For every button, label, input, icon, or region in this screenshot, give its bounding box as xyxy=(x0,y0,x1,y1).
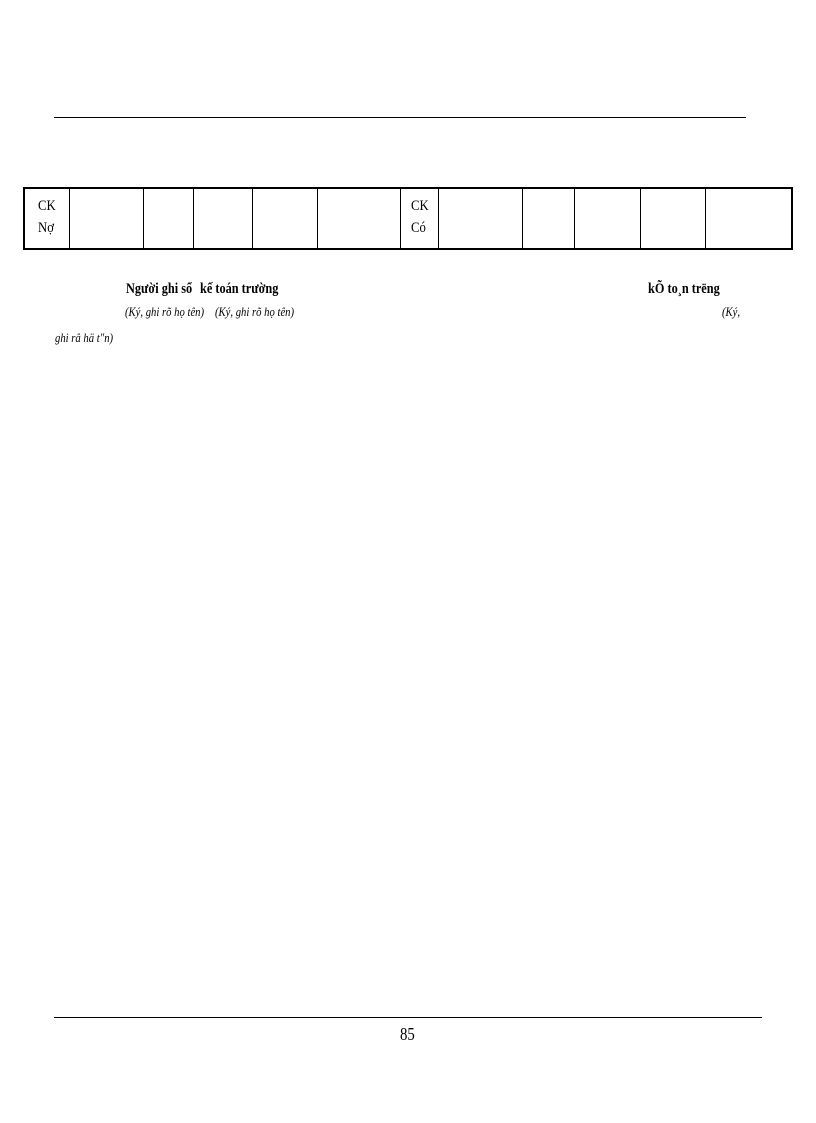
column-divider xyxy=(574,189,575,248)
page-number: 85 xyxy=(400,1024,415,1044)
footer-rule xyxy=(54,1017,762,1018)
debit-label-line2: Nợ xyxy=(38,220,54,236)
column-divider xyxy=(438,189,439,248)
credit-label-line2: Có xyxy=(411,220,426,236)
signature-note-bookkeeper: (Ký, ghi rõ họ tên) xyxy=(125,304,205,319)
column-divider xyxy=(69,189,70,248)
debit-label xyxy=(38,195,56,239)
signature-title-school-accountant: kế toán trường xyxy=(200,281,279,297)
signature-note-chief-accountant-part2: ghi râ hä t"n) xyxy=(55,330,114,345)
top-rule xyxy=(54,117,746,118)
signature-title-chief-accountant: kÕ to¸n trëng xyxy=(648,281,720,297)
column-divider xyxy=(317,189,318,248)
signature-note-school-accountant: (Ký, ghi rõ họ tên) xyxy=(215,304,295,319)
column-divider xyxy=(193,189,194,248)
column-divider xyxy=(705,189,706,248)
column-divider xyxy=(522,189,523,248)
column-divider xyxy=(640,189,641,248)
credit-label xyxy=(411,195,429,239)
ledger-closing-balance-table xyxy=(23,187,793,250)
credit-label-line1: CK xyxy=(411,198,429,214)
column-divider xyxy=(252,189,253,248)
debit-label-line1: CK xyxy=(38,198,56,214)
signature-title-bookkeeper: Người ghi sổ xyxy=(126,281,193,297)
column-divider xyxy=(400,189,401,248)
signature-note-chief-accountant-part1: (Ký, xyxy=(722,304,741,319)
column-divider xyxy=(143,189,144,248)
